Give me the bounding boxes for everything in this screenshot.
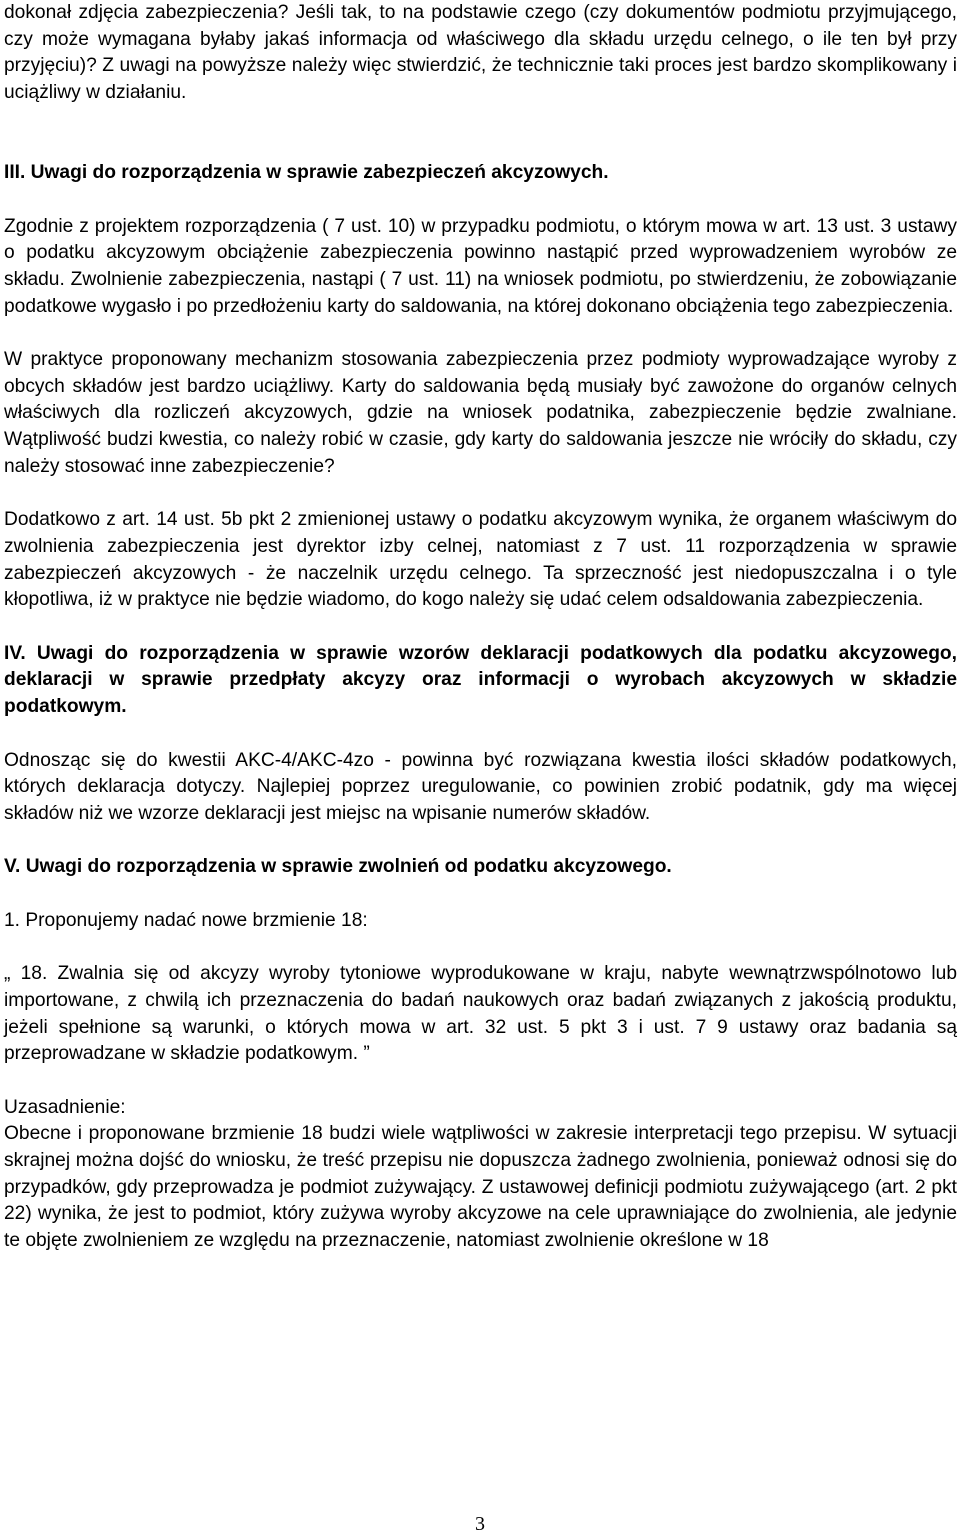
section-iii-heading: III. Uwagi do rozporządzenia w sprawie zabezpieczeń akcyzowych. bbox=[4, 162, 609, 184]
justification-paragraph: Obecne i proponowane brzmienie 18 budzi wiele wątpliwości w zakresie interpretacji tego przepisu. W sytuacji skrajnej można dojść do wniosku, że treść przepisu nie dopuszcza żadnego zwolnienia, ponieważ odnosi się do przypadków, gdy przeprowadza je podmiot zużywający. Z ustawowej definicji podmiotu zużywającego (art. 2 pkt 22) wynika, że jest to podmiot, który zużywa wyroby akcyzowe na cele uprawniające do zwolnienia, ale jedynie te objęte zwolnieniem ze względu na przeznaczenie, natomiast zwolnienie określone w 18 bbox=[4, 1123, 957, 1252]
spacer bbox=[4, 1068, 957, 1095]
section-iii-paragraph-3: Dodatkowo z art. 14 ust. 5b pkt 2 zmienionej ustawy o podatku akcyzowym wynika, że organem właściwym do zwolnienia zabezpieczenia jest dyrektor izby celnej, natomiast z 7 ust. 11 rozporządzenia w sprawie zabezpieczeń akcyzowych - że naczelnik urzędu celnego. Ta sprzeczność jest niedopuszczalna i o tyle kłopotliwa, iż w praktyce nie będzie wiadomo, do kogo należy się udać celem odsaldowania zabezpieczenia. bbox=[4, 509, 957, 611]
spacer bbox=[4, 614, 957, 641]
spacer bbox=[4, 187, 957, 214]
section-v-heading: V. Uwagi do rozporządzenia w sprawie zwolnień od podatku akcyzowego. bbox=[4, 856, 672, 878]
section-v-proposal: 1. Proponujemy nadać nowe brzmienie 18: bbox=[4, 909, 368, 931]
spacer bbox=[4, 320, 957, 347]
page-number: 3 bbox=[475, 1513, 485, 1535]
spacer bbox=[4, 107, 957, 134]
intro-paragraph: dokonał zdjęcia zabezpieczenia? Jeśli tak, to na podstawie czego (czy dokumentów podmiotu przyjmującego, czy może wymagana byłaby jakaś informacja od właściwego dla składu urzędu celnego, o ile ten był przy przyjęciu)? Z uwagi na powyższe należy więc stwierdzić, że technicznie taki proces jest bardzo skomplikowany i uciążliwy w działaniu. bbox=[4, 2, 957, 104]
spacer bbox=[4, 881, 957, 908]
section-iii-paragraph-1: Zgodnie z projektem rozporządzenia ( 7 ust. 10) w przypadku podmiotu, o którym mowa w art. 13 ust. 3 ustawy o podatku akcyzowym obciążenie zabezpieczenia powinno nastąpić przed wyprowadzeniem wyrobów ze składu. Zwolnienie zabezpieczenia, nastąpi ( 7 ust. 11) na wniosek podmiotu, po stwierdzeniu, że zobowiązanie podatkowe wygasło i po przedłożeniu karty do saldowania, na której dokonano obciążenia tego zabezpieczenia. bbox=[4, 215, 957, 317]
document-body bbox=[4, 0, 957, 1255]
spacer bbox=[4, 934, 957, 961]
section-iv-heading: IV. Uwagi do rozporządzenia w sprawie wzorów deklaracji podatkowych dla podatku akcyzowego, deklaracji w sprawie przedpłaty akcyzy oraz informacji o wyrobach akcyzowych w składzie podatkowym. bbox=[4, 642, 957, 718]
section-iv-paragraph-1: Odnosząc się do kwestii AKC-4/AKC-4zo - powinna być rozwiązana kwestia ilości składów podatkowych, których deklaracja dotyczy. Najlepiej poprzez uregulowanie, co powinien zrobić podatnik, gdy ma więcej składów niż we wzorze deklaracji jest miejsc na wpisanie numerów składów. bbox=[4, 749, 957, 824]
justification-label: Uzasadnienie: bbox=[4, 1096, 126, 1118]
section-iii-paragraph-2: W praktyce proponowany mechanizm stosowania zabezpieczenia przez podmioty wyprowadzające wyroby z obcych składów jest bardzo uciążliwy. Karty do saldowania będą musiały być zawożone do organów celnych właściwych dla rozliczeń akcyzowych, gdzie na wniosek podatnika, zabezpieczenie będzie zwalniane. Wątpliwość budzi kwestia, co należy robić w czasie, gdy karty do saldowania jeszcze nie wróciły do składu, czy należy stosować inne zabezpieczenie? bbox=[4, 349, 957, 477]
spacer bbox=[4, 721, 957, 748]
spacer bbox=[4, 134, 957, 161]
spacer bbox=[4, 828, 957, 855]
spacer bbox=[4, 481, 957, 508]
section-v-quote: „ 18. Zwalnia się od akcyzy wyroby tytoniowe wyprodukowane w kraju, nabyte wewnątrzwspólnotowo lub importowane, z chwilą ich przeznaczenia do badań naukowych oraz badań związanych z jakością produktu, jeżeli spełnione są warunki, o których mowa w art. 32 ust. 5 pkt 3 i ust. 7 9 ustawy oraz badania są przeprowadzane w składzie podatkowym. ” bbox=[4, 963, 957, 1065]
